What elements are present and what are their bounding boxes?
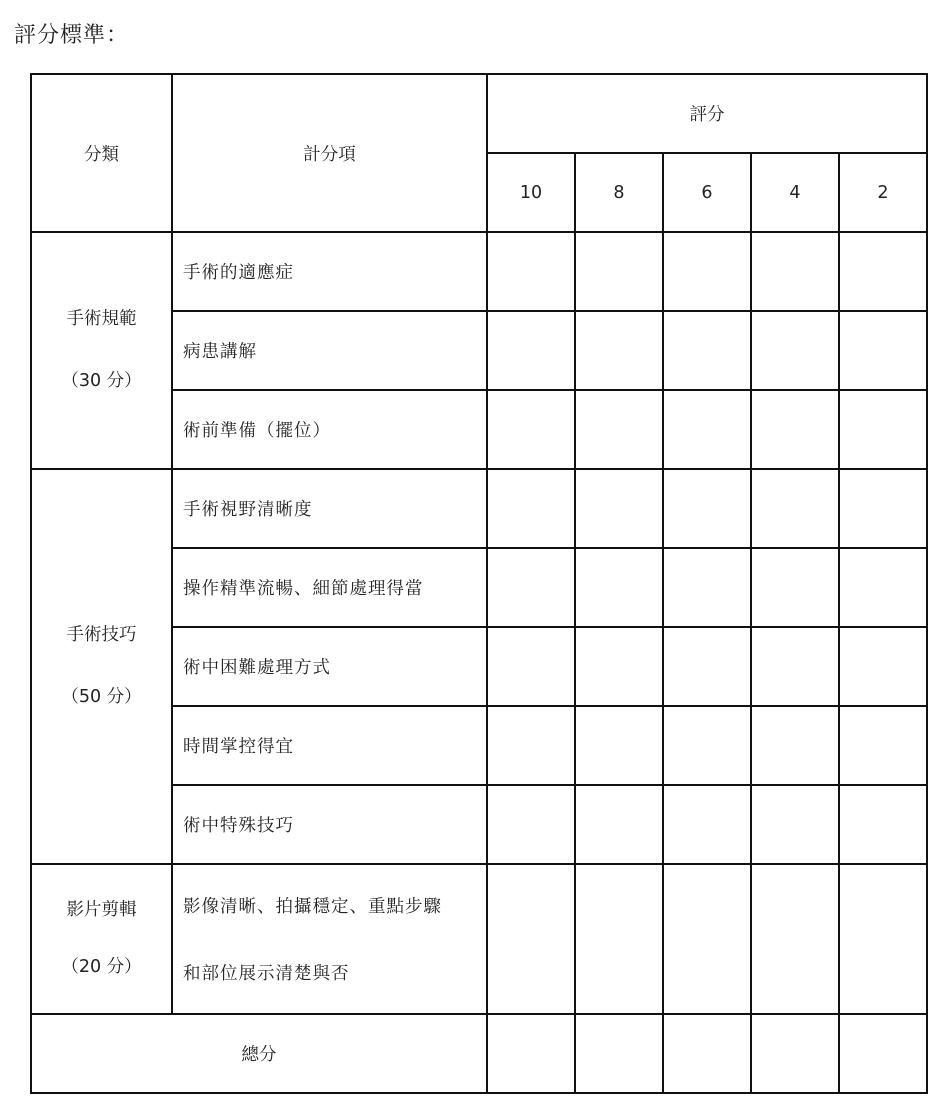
score-cell[interactable] — [751, 548, 839, 627]
score-cell[interactable] — [839, 706, 927, 785]
score-cell[interactable] — [839, 627, 927, 706]
score-cell[interactable] — [487, 548, 575, 627]
header-level-2: 2 — [839, 153, 927, 232]
score-cell[interactable] — [663, 627, 751, 706]
item-cell — [172, 864, 487, 1014]
score-cell[interactable] — [751, 232, 839, 311]
score-cell[interactable] — [663, 706, 751, 785]
score-cell[interactable] — [575, 311, 663, 390]
score-cell[interactable] — [751, 311, 839, 390]
score-cell[interactable] — [663, 311, 751, 390]
score-cell[interactable] — [663, 785, 751, 864]
category-cell — [31, 864, 172, 1014]
score-cell[interactable] — [663, 232, 751, 311]
item-cell: 病患講解 — [172, 311, 487, 390]
score-cell[interactable] — [487, 706, 575, 785]
score-cell[interactable] — [839, 390, 927, 469]
item-cell: 術前準備（擺位） — [172, 390, 487, 469]
score-cell[interactable] — [839, 1014, 927, 1093]
score-cell[interactable] — [575, 1014, 663, 1093]
table-row — [31, 469, 927, 548]
score-cell[interactable] — [839, 548, 927, 627]
score-cell[interactable] — [487, 864, 575, 1014]
table-row — [31, 864, 927, 1014]
item-line: 影像清晰、拍攝穩定、重點步驟 — [183, 897, 442, 917]
scoring-table — [30, 73, 928, 1094]
score-cell[interactable] — [575, 548, 663, 627]
category-cell — [31, 469, 172, 864]
category-cell — [31, 232, 172, 469]
item-cell: 手術視野清晰度 — [172, 469, 487, 548]
score-cell[interactable] — [487, 469, 575, 548]
score-cell[interactable] — [487, 311, 575, 390]
score-cell[interactable] — [751, 469, 839, 548]
score-cell[interactable] — [487, 232, 575, 311]
score-cell[interactable] — [487, 785, 575, 864]
score-cell[interactable] — [663, 390, 751, 469]
score-cell[interactable] — [575, 627, 663, 706]
item-cell: 手術的適應症 — [172, 232, 487, 311]
score-cell[interactable] — [751, 706, 839, 785]
score-cell[interactable] — [839, 864, 927, 1014]
category-points: （50 分） — [61, 686, 142, 707]
header-level-10: 10 — [487, 153, 575, 232]
header-level-8: 8 — [575, 153, 663, 232]
category-name: 影片剪輯 — [66, 899, 137, 920]
score-cell[interactable] — [839, 311, 927, 390]
score-cell[interactable] — [663, 548, 751, 627]
score-cell[interactable] — [663, 469, 751, 548]
score-cell[interactable] — [663, 1014, 751, 1093]
table-row — [31, 232, 927, 311]
score-cell[interactable] — [751, 390, 839, 469]
page-title: 評分標準： — [14, 23, 130, 48]
score-cell[interactable] — [663, 864, 751, 1014]
score-cell[interactable] — [575, 785, 663, 864]
score-cell[interactable] — [487, 390, 575, 469]
header-level-6: 6 — [663, 153, 751, 232]
category-points: （30 分） — [61, 370, 142, 391]
score-cell[interactable] — [575, 706, 663, 785]
item-cell: 時間掌控得宜 — [172, 706, 487, 785]
total-row — [31, 1014, 927, 1093]
score-cell[interactable] — [751, 864, 839, 1014]
category-points: （20 分） — [61, 957, 142, 977]
score-cell[interactable] — [751, 785, 839, 864]
header-item: 計分項 — [172, 74, 487, 232]
category-name: 手術技巧 — [66, 625, 137, 645]
score-cell[interactable] — [575, 469, 663, 548]
item-cell: 術中特殊技巧 — [172, 785, 487, 864]
score-cell[interactable] — [487, 627, 575, 706]
score-cell[interactable] — [839, 785, 927, 864]
score-cell[interactable] — [487, 1014, 575, 1093]
header-score: 評分 — [487, 74, 927, 153]
score-cell[interactable] — [575, 390, 663, 469]
item-cell: 操作精準流暢、細節處理得當 — [172, 548, 487, 627]
score-cell[interactable] — [839, 232, 927, 311]
item-cell: 術中困難處理方式 — [172, 627, 487, 706]
score-cell[interactable] — [751, 1014, 839, 1093]
score-cell[interactable] — [575, 864, 663, 1014]
total-label: 總分 — [31, 1014, 487, 1093]
score-cell[interactable] — [751, 627, 839, 706]
score-cell[interactable] — [839, 469, 927, 548]
header-level-4: 4 — [751, 153, 839, 232]
item-line: 和部位展示清楚與否 — [183, 964, 350, 984]
category-name: 手術規範 — [66, 309, 137, 329]
header-category: 分類 — [31, 74, 172, 232]
score-cell[interactable] — [575, 232, 663, 311]
